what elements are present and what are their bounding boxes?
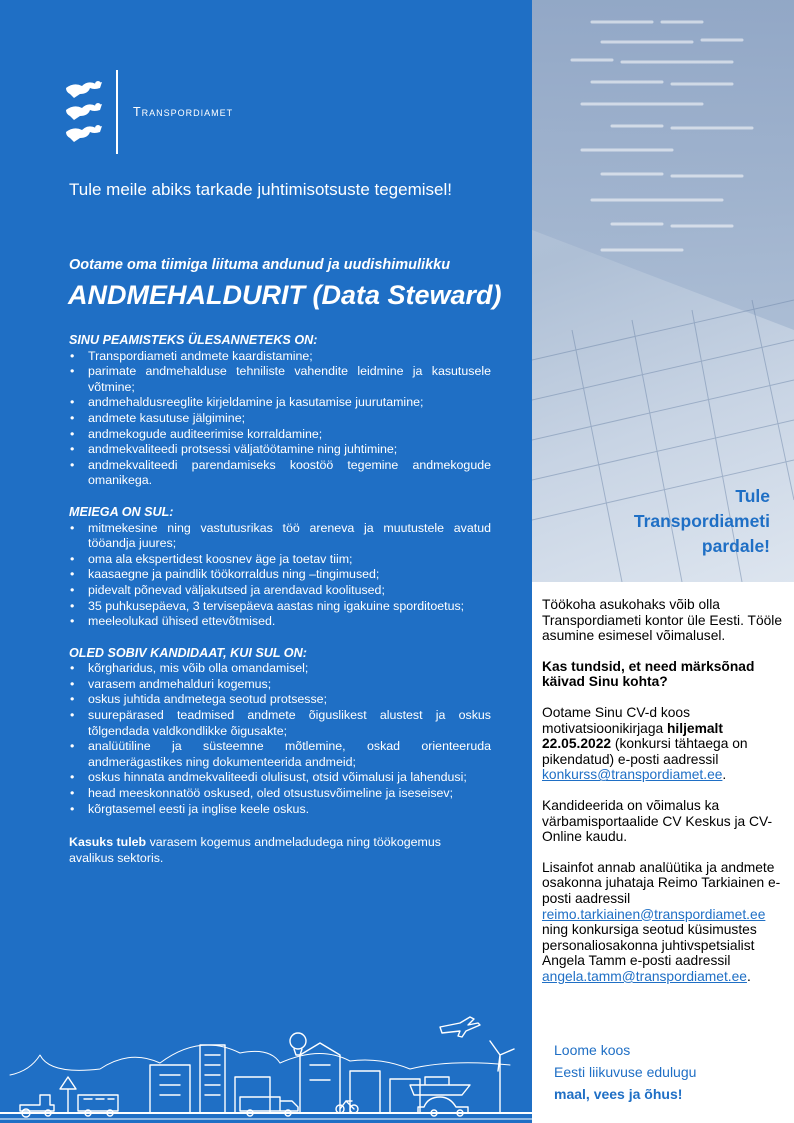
list-item: • kaasaegne ja paindlik töökorraldus ning –tingimused; [69, 567, 491, 583]
tagline: Tule meile abiks tarkade juhtimisotsuste tegemisel! [69, 180, 452, 199]
cta-line: Transpordiameti [633, 511, 770, 531]
bonus-note-text: varasem kogemus andmeladudega ning töökogemus avalikus sektoris. [69, 835, 441, 865]
slogan-line: Eesti liikuvuse edulugu [554, 1064, 697, 1080]
duties-list [69, 349, 491, 489]
coat-of-arms-icon [62, 78, 106, 148]
job-title: ANDMEHALDURIT (Data Steward) [68, 280, 502, 310]
list-item: • oskus hinnata andmekvaliteedi olulisust, otsid võimalusi ja lahendusi; [69, 770, 491, 786]
list-item: • 35 puhkusepäeva, 3 tervisepäeva aastas ning igakuine sporditoetus; [69, 599, 491, 615]
requirements-heading: OLED SOBIV KANDIDAAT, KUI SUL ON: [69, 645, 307, 660]
list-item: • Transpordiameti andmete kaardistamine; [69, 349, 491, 365]
job-description [69, 333, 491, 866]
list-item: • andmekvaliteedi protsessi väljatöötamine ning juhtimine; [69, 442, 491, 458]
list-item: • meeleolukad ühised ettevõtmised. [69, 614, 491, 630]
list-item: • suurepärased teadmised andmete õiguslikest alustest ja oskus tõlgendada valdkondlikke õigusakte; [69, 708, 491, 739]
requirements-list [69, 661, 491, 817]
cta-line: Tule [735, 486, 770, 506]
list-item: • mitmekesine ning vastutusrikas töö areneva ja muutustele avatud tööandja juures; [69, 521, 491, 552]
apply-end: . [722, 767, 727, 783]
list-item: • analüütiline ja süsteemne mõtlemine, oskad orienteeruda andmerägastikes ning dokumenteerida andmeid; [69, 739, 491, 770]
cta-line: pardale! [701, 536, 770, 556]
list-item: • pidevalt põnevad väljakutsed ja arendavad koolitused; [69, 583, 491, 599]
list-item: • kõrgtasemel eesti ja inglise keele oskus. [69, 802, 491, 818]
offer-heading: MEIEGA ON SUL: [69, 504, 174, 519]
laptop-code-photo [532, 0, 794, 582]
list-item: • varasem andmehalduri kogemus; [69, 677, 491, 693]
list-item: • oskus juhtida andmetega seotud protsesse; [69, 692, 491, 708]
apply-email-link[interactable]: konkurss@transpordiamet.ee [542, 767, 723, 783]
portals-text: Kandideerida on võimalus ka värbamisportaalide CV Keskus ja CV-Online kaudu. [542, 797, 773, 845]
lead-text: Ootame oma tiimiga liituma andunud ja uudishimulikku [69, 257, 451, 273]
contact-email-link[interactable]: reimo.tarkiainen@transpordiamet.ee [542, 906, 766, 922]
slogan-line: Loome koos [554, 1042, 631, 1058]
city-transport-illustration-icon [0, 1005, 532, 1123]
apply-text [542, 705, 790, 783]
hr-email-link[interactable]: angela.tamm@transpordiamet.ee [542, 968, 747, 984]
list-item: • andmekogude auditeerimise korraldamine; [69, 427, 491, 443]
cta-text [634, 484, 770, 559]
logo-divider [116, 70, 118, 154]
question-text: Kas tundsid, et need märksõnad käivad Sinu kohta? [542, 658, 755, 690]
location-text: Töökoha asukohaks võib olla Transpordiameti kontor üle Eesti. Tööle asumine esimesel võimalusel. [542, 597, 783, 644]
list-item: • andmekvaliteedi parendamiseks koostöö tegemine andmekogude omanikega. [69, 458, 491, 489]
list-item: • head meeskonnatöö oskused, oled otsustusvõimeline ja iseseisev; [69, 786, 491, 802]
list-item: • andmete kasutuse jälgimine; [69, 411, 491, 427]
application-info [542, 597, 790, 999]
bonus-note-bold: Kasuks tuleb [69, 835, 147, 850]
apply-pre: Ootame Sinu CV-d koos motivatsioonikirjaga [542, 704, 691, 736]
offer-list [69, 521, 491, 630]
contact-end: . [746, 968, 751, 984]
list-item: • andmehaldusreeglite kirjeldamine ja kasutamise juurutamine; [69, 395, 491, 411]
list-item: • parimate andmehalduse tehniliste vahendite leidmine ja kasutusele võtmine; [69, 364, 491, 395]
duties-heading: SINU PEAMISTEKS ÜLESANNETEKS ON: [69, 333, 318, 347]
deadline: hiljemalt 22.05.2022 [542, 720, 723, 752]
slogan-line: maal, vees ja õhus! [554, 1086, 683, 1102]
brand-name: Transpordiamet [133, 105, 234, 119]
contact-mid: ning konkursiga seotud küsimustes personaliosakonna juhtivspetsialist Angela Tamm e-posti aadressil [542, 922, 757, 969]
apply-mid: (konkursi tähtaega on pikendatud) e-posti aadressil [542, 736, 748, 767]
contact-pre: Lisainfot annab analüütika ja andmete osakonna juhataja Reimo Tarkiainen e-posti aadressil [542, 859, 781, 906]
contact-text [542, 860, 790, 985]
bonus-note [69, 835, 479, 866]
list-item: • kõrgharidus, mis võib olla omandamisel; [69, 661, 491, 677]
list-item: • oma ala ekspertidest koosnev äge ja toetav tiim; [69, 552, 491, 568]
slogan [554, 1039, 696, 1105]
